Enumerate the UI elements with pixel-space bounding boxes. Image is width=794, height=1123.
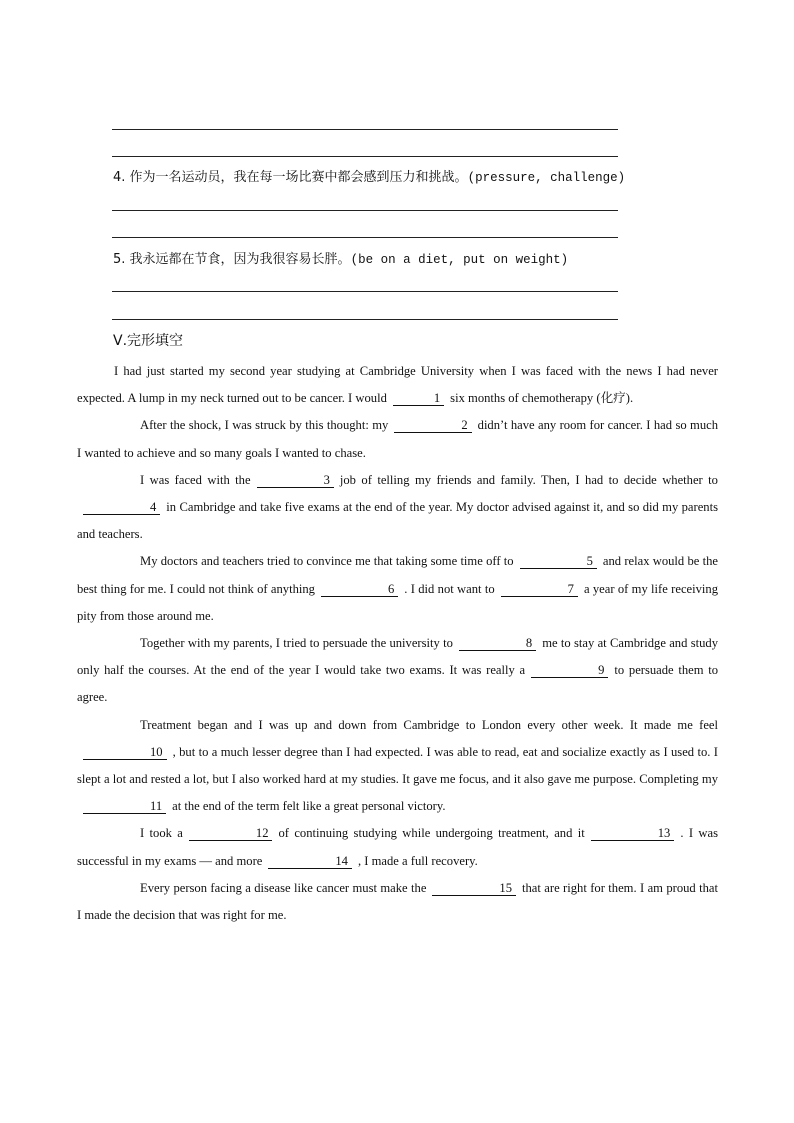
blank: 5	[520, 554, 597, 569]
blank: 14	[268, 854, 352, 869]
blank: 1	[393, 391, 444, 406]
question-hint: (pressure, challenge)	[467, 171, 626, 185]
text: and relax would be the best thing for me. I could not think of anything	[77, 554, 719, 596]
blank: 4	[83, 500, 160, 515]
paragraph	[77, 412, 718, 466]
blank: 9	[531, 663, 608, 678]
question-text: 我永远都在节食，因为我很容易长胖。	[129, 252, 351, 267]
answer-line	[112, 210, 618, 211]
question-hint: (be on a diet, put on weight)	[350, 253, 569, 267]
text: . I did not want to	[404, 581, 495, 596]
text: I took a	[140, 826, 183, 841]
blank: 12	[189, 826, 273, 841]
text: to persuade them to agree.	[77, 663, 719, 705]
blank: 10	[83, 745, 167, 760]
blank: 11	[83, 799, 166, 814]
blank: 8	[459, 636, 536, 651]
blank: 15	[432, 881, 516, 896]
answer-line	[112, 156, 618, 157]
question-number: 4.	[113, 170, 126, 185]
paragraph	[77, 712, 718, 821]
text: a year of my life receiving pity from those around me.	[77, 581, 719, 623]
text: . I was successful in my exams — and more	[77, 826, 718, 868]
text: in Cambridge and take five exams at the end of the year. My doctor advised against it, and so did my parents and teachers.	[77, 500, 718, 542]
text: six months of chemotherapy (化疗).	[450, 391, 634, 406]
paragraph	[77, 358, 718, 412]
text: I had just started my second year studying at Cambridge University when I was faced with the news I had never expected. A lump in my neck turned out to be cancer. I would	[77, 364, 718, 406]
text: that are right for them. I am proud that I made the decision that was right for me.	[77, 880, 718, 923]
section-title: Ⅴ.完形填空	[113, 333, 184, 349]
answer-line	[112, 319, 618, 320]
blank: 13	[591, 826, 675, 841]
paragraph	[77, 467, 718, 549]
text: , I made a full recovery.	[357, 853, 478, 868]
blank: 6	[321, 582, 398, 597]
question-number: 5.	[113, 252, 126, 267]
answer-line	[112, 129, 618, 130]
question-5	[113, 252, 568, 268]
answer-line	[112, 291, 618, 292]
text: job of telling my friends and family. Then, I had to decide whether to	[339, 472, 718, 487]
text: me to stay at Cambridge and study only half the courses. At the end of the year I would take two exams. It was really a	[77, 636, 718, 678]
paragraph	[77, 630, 718, 712]
text: My doctors and teachers tried to convince me that taking some time off to	[140, 554, 514, 569]
question-4	[113, 170, 625, 186]
text: of continuing studying while undergoing treatment, and it	[278, 826, 585, 841]
text: didn’t have any room for cancer. I had so much I wanted to achieve and so many goals I wanted to chase.	[77, 418, 718, 460]
paragraph	[77, 820, 718, 874]
text: , but to a much lesser degree than I had expected. I was able to read, eat and socialize exactly as I used to. I slept a lot and rested a lot, but I also worked hard at my studies. It gave me focus, and it also gave me purpose. Completing my	[77, 744, 718, 787]
answer-line	[112, 237, 618, 238]
text: Together with my parents, I tried to persuade the university to	[140, 636, 453, 651]
paragraph	[77, 875, 718, 929]
text: I was faced with the	[140, 472, 251, 487]
paragraph	[77, 548, 718, 630]
text: After the shock, I was struck by this thought: my	[140, 418, 389, 433]
question-text: 作为一名运动员，我在每一场比赛中都会感到压力和挑战。	[129, 170, 468, 185]
blank: 3	[257, 473, 334, 488]
blank: 2	[394, 418, 471, 433]
text: at the end of the term felt like a great personal victory.	[172, 799, 446, 814]
text: Treatment began and I was up and down from Cambridge to London every other week. It made me feel	[140, 717, 718, 732]
cloze-passage	[77, 358, 718, 929]
text: Every person facing a disease like cancer must make the	[140, 880, 427, 895]
blank: 7	[501, 582, 578, 597]
